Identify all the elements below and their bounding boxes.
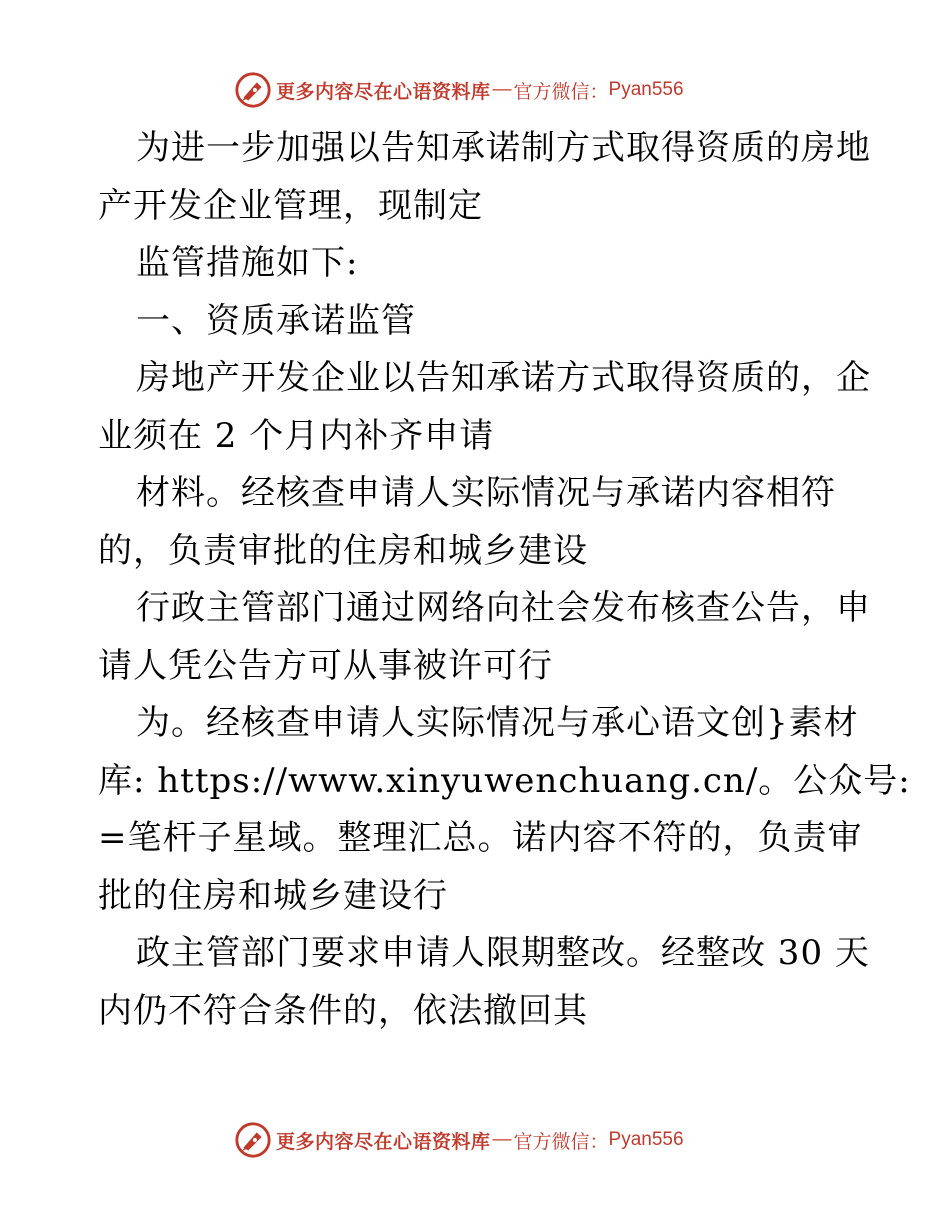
- banner-separator: —: [492, 79, 512, 100]
- banner-wechat-id: Pyan556: [608, 1129, 684, 1150]
- pen-nib-logo-icon: [234, 71, 272, 109]
- text-line: 批的住房和城乡建设行: [98, 875, 448, 916]
- text-line: 行政主管部门通过网络向社会发布核查公告，申: [136, 588, 871, 628]
- text-line: 产开发企业管理，现制定: [98, 185, 483, 226]
- section-heading: 一、资质承诺监管: [136, 300, 416, 341]
- text-line: 为。经核查申请人实际情况与承心语文创}素材: [136, 703, 859, 743]
- banner-text: 更多内容尽在心语资料库: [276, 80, 491, 103]
- banner-label: 官方微信：: [513, 1131, 609, 1153]
- header-banner: [234, 70, 714, 110]
- banner-label: 官方微信：: [513, 81, 609, 103]
- text-line: 材料。经核查申请人实际情况与承诺内容相符: [136, 473, 836, 513]
- text-line: 请人凭公告方可从事被许可行: [98, 645, 553, 686]
- text-line: =笔杆子星域。整理汇总。诺内容不符的，负责审: [98, 818, 863, 858]
- footer-banner: [234, 1120, 714, 1160]
- text-line: 的，负责审批的住房和城乡建设: [98, 530, 588, 571]
- text-line: 内仍不符合条件的，依法撤回其: [98, 990, 588, 1031]
- text-line: 房地产开发企业以告知承诺方式取得资质的，企: [136, 358, 871, 398]
- text-line: 政主管部门要求申请人限期整改。经整改 30 天: [136, 933, 870, 973]
- banner-wechat-id: Pyan556: [608, 79, 684, 100]
- text-line: 为进一步加强以告知承诺制方式取得资质的房地: [136, 128, 871, 168]
- text-line: 监管措施如下:: [136, 243, 359, 283]
- text-line: 业须在 2 个月内补齐申请: [98, 415, 495, 456]
- pen-nib-logo-icon: [234, 1121, 272, 1159]
- text-line: 库: https://www.xinyuwenchuang.cn/。公众号:: [98, 760, 911, 801]
- banner-separator: —: [492, 1129, 512, 1150]
- body-text: [98, 120, 911, 1040]
- banner-text: 更多内容尽在心语资料库: [276, 1130, 491, 1153]
